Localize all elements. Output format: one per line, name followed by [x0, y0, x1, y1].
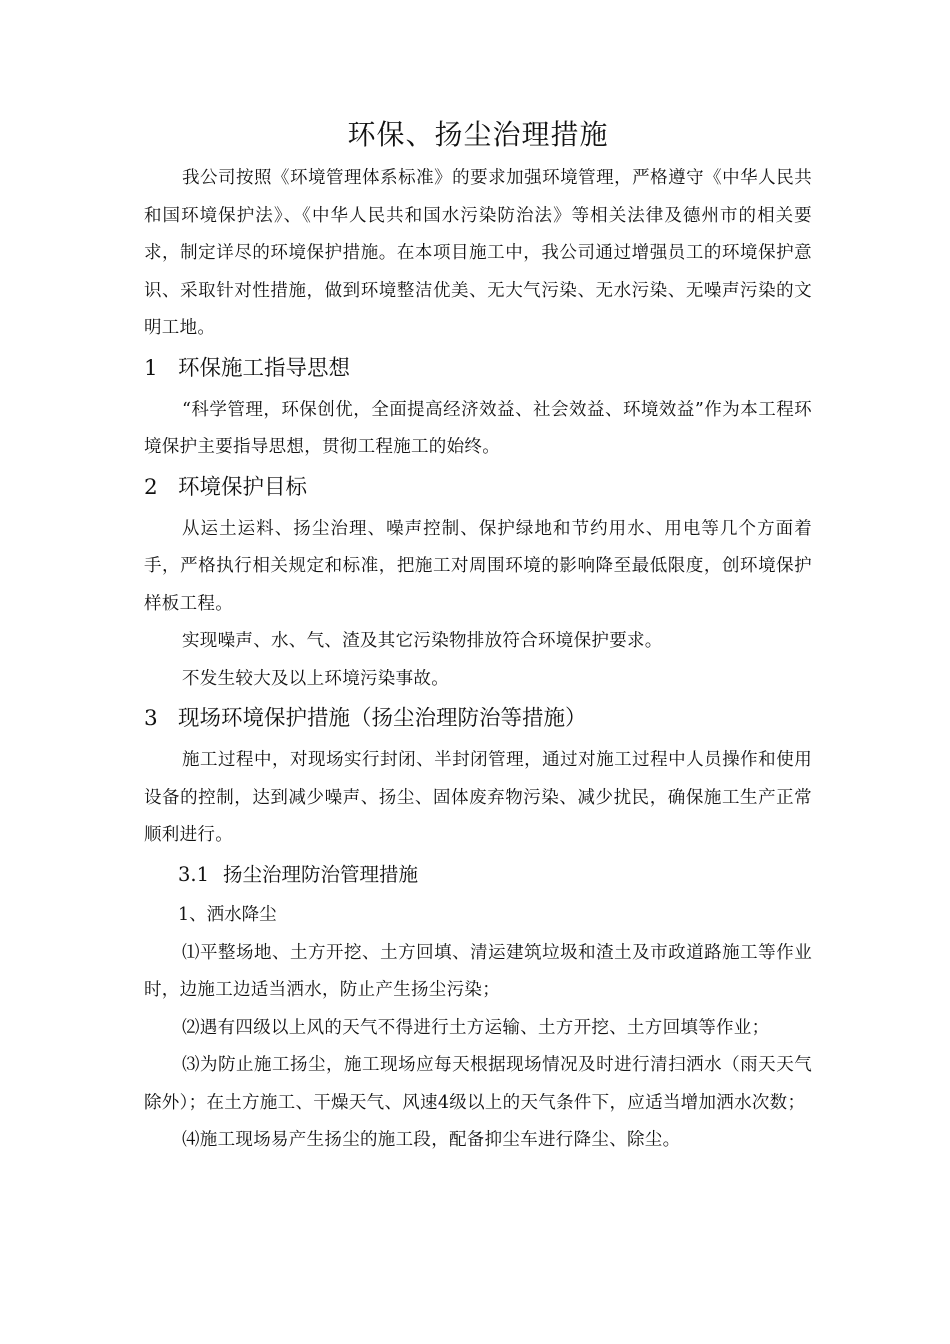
list-item: ⑴平整场地、土方开挖、土方回填、清运建筑垃圾和渣土及市政道路施工等作业时，边施工边适当洒水，防止产生扬尘污染； — [144, 942, 812, 1000]
section-1-number: 1 — [144, 355, 158, 381]
section-3-number: 3 — [144, 706, 158, 731]
section-3-heading — [144, 699, 812, 739]
section-2-paragraph-3: 不发生较大及以上环境污染事故。 — [182, 668, 449, 689]
section-2-number: 2 — [144, 474, 158, 500]
section-2-heading — [144, 468, 812, 508]
list-item: ⑷施工现场易产生扬尘的施工段，配备抑尘车进行降尘、除尘。 — [182, 1130, 681, 1150]
list-item: ⑶为防止施工扬尘，施工现场应每天根据现场情况及时进行清扫洒水（雨天天气除外）；在土方施工、干燥天气、风速4级以上的天气条件下，应适当增加洒水次数； — [144, 1055, 812, 1113]
subsection-3-1-number: 3.1 — [178, 862, 210, 886]
item-title-sprinkling: 1、洒水降尘 — [178, 904, 277, 925]
section-2-paragraph-1: 从运土运料、扬尘治理、噪声控制、保护绿地和节约用水、用电等几个方面着手，严格执行相关规定和标准，把施工对周围环境的影响降至最低限度，创环境保护样板工程。 — [144, 518, 812, 614]
list-item: ⑵遇有四级以上风的天气不得进行土方运输、土方开挖、土方回填等作业； — [182, 1017, 770, 1038]
section-2-paragraph-2: 实现噪声、水、气、渣及其它污染物排放符合环境保护要求。 — [182, 631, 663, 651]
section-1-heading — [144, 349, 812, 389]
document-title: 环保、扬尘治理措施 — [347, 118, 609, 151]
section-1-paragraph: “科学管理，环保创优，全面提高经济效益、社会效益、环境效益”作为本工程环境保护主要指导思想，贯彻工程施工的始终。 — [144, 399, 812, 457]
section-3-paragraph: 施工过程中，对现场实行封闭、半封闭管理，通过对施工过程中人员操作和使用设备的控制，达到减少噪声、扬尘、固体废弃物污染、减少扰民，确保施工生产正常顺利进行。 — [144, 750, 812, 845]
subsection-3-1-heading — [144, 855, 812, 895]
intro-paragraph: 我公司按照《环境管理体系标准》的要求加强环境管理，严格遵守《中华人民共和国环境保护法》、《中华人民共和国水污染防治法》等相关法律及德州市的相关要求，制定详尽的环境保护措施。在本项目施工中，我公司通过增强员工的环境保护意识、采取针对性措施，做到环境整洁优美、无大气污染、无水污染、无噪声污染的文明工地。 — [144, 168, 812, 338]
section-1-title: 环保施工指导思想 — [178, 355, 351, 381]
section-3-title: 现场环境保护措施（扬尘治理防治等措施） — [178, 706, 587, 731]
section-2-title: 环境保护目标 — [178, 474, 308, 500]
subsection-3-1-title: 扬尘治理防治管理措施 — [223, 862, 419, 886]
document-page — [144, 110, 812, 1160]
